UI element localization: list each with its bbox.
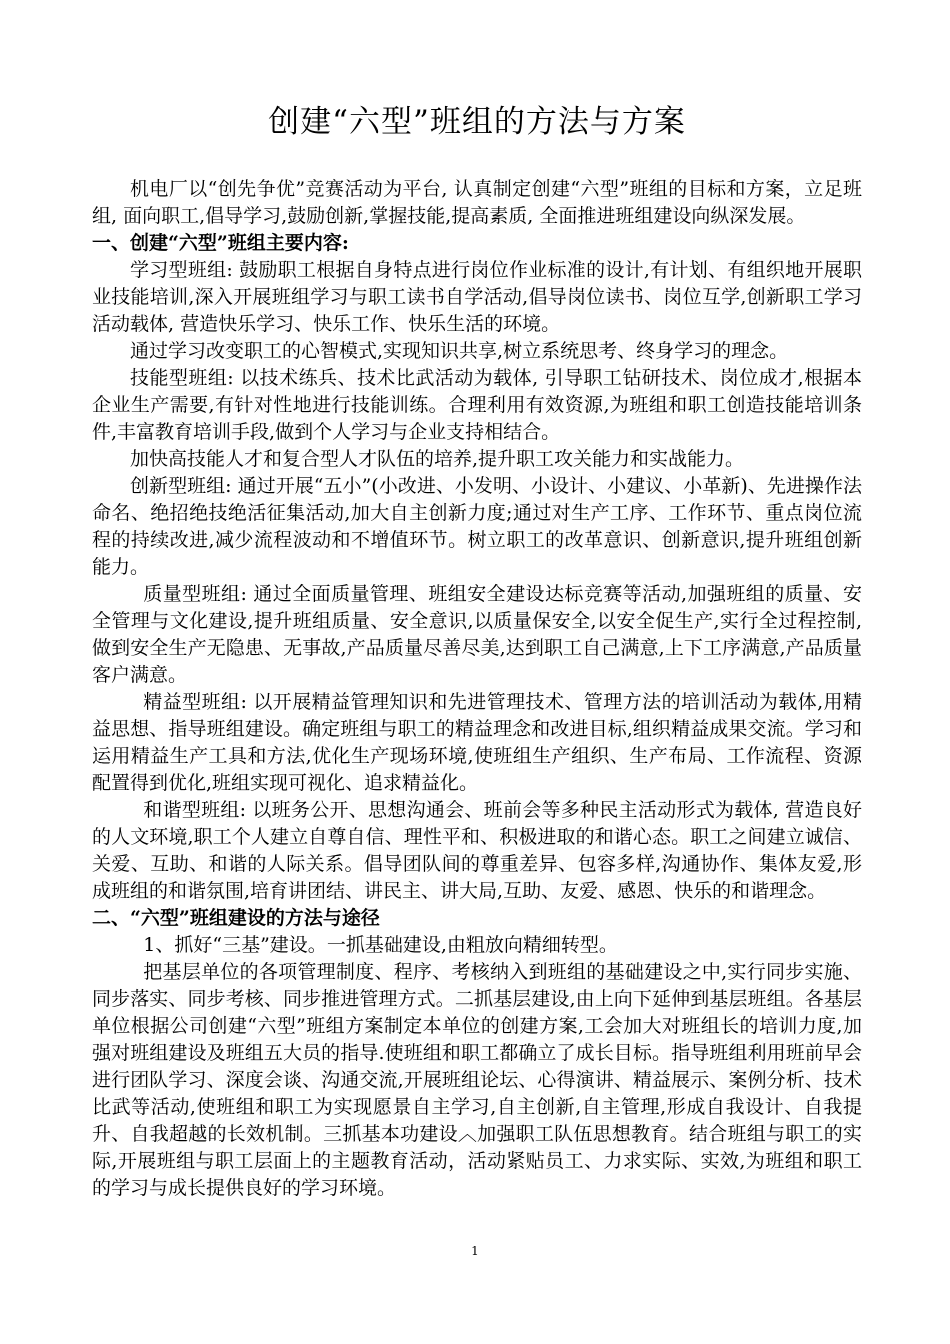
body-paragraph: 把基层单位的各项管理制度、程序、考核纳入到班组的基础建设之中,实行同步实施、同步落实、同步考核、同步推进管理方式。二抓基层建设,由上向下延伸到基层班组。各基层单位根据公司创建“六型”班组方案制定本单位的创建方案,工会加大对班组长的培训力度,加强对班组建设及班组五大员的指导.使班组和职工都确立了成长目标。指导班组利用班前早会进行团队学习、深度会谈、沟通交流,开展班组论坛、心得演讲、精益展示、案例分析、技术比武等活动,使班组和职工为实现愿景自主学习,自主创新,自主管理,形成自我设计、自我提升、自我超越的长效机制。三抓基本功建设︿加强职工队伍思想教育。结合班组与职工的实际,开展班组与职工层面上的主题教育活动，活动紧贴员工、力求实际、实效,为班组和职工的学习与成长提供良好的学习环境。 — [92, 961, 862, 1199]
body-paragraph: 技能型班组: 以技术练兵、技术比武活动为载体, 引导职工钻研技术、岗位成才,根据本企业生产需要,有针对性地进行技能训练。合理利用有效资源,为班组和职工创造技能培训条件,丰富教育培训手段,做到个人学习与企业支持相结合。 — [92, 367, 862, 443]
document-title: 创建“六型”班组的方法与方案 — [268, 104, 686, 140]
document-page — [92, 96, 862, 1202]
page-number: 1 — [471, 1244, 479, 1258]
section-heading: 二、“六型”班组建设的方法与途径 — [92, 907, 380, 929]
body-paragraph: 1、抓好“三基”建设。一抓基础建设,由粗放向精细转型。 — [143, 934, 618, 956]
body-paragraph: 质量型班组: 通过全面质量管理、班组安全建设达标竞赛等活动,加强班组的质量、安全管理与文化建设,提升班组质量、安全意识,以质量保安全,以安全促生产,实行全过程控制,做到安全生产无隐患、无事故,产品质量尽善尽美,达到职工自己满意,上下工序满意,产品质量客户满意。 — [92, 583, 862, 686]
body-paragraph: 创新型班组: 通过开展“五小”(小改进、小发明、小设计、小建议、小革新)、先进操作法命名、绝招绝技绝活征集活动,加大自主创新力度;通过对生产工序、工作环节、重点岗位流程的持续改进,减少流程波动和不增值环节。树立职工的改革意识、创新意识,提升班组创新能力。 — [92, 475, 862, 578]
body-paragraph: 机电厂以“创先争优”竞赛活动为平台, 认真制定创建“六型”班组的目标和方案，立足班组, 面向职工,倡导学习,鼓励创新,掌握技能,提高素质, 全面推进班组建设向纵深发展。 — [92, 178, 862, 227]
document-body — [92, 176, 862, 1202]
body-paragraph: 和谐型班组: 以班务公开、思想沟通会、班前会等多种民主活动形式为载体, 营造良好的人文环境,职工个人建立自尊自信、理性平和、积极进取的和谐心态。职工之间建立诚信、关爱、互助、和谐的人际关系。倡导团队间的尊重差异、包容多样,沟通协作、集体友爱,形成班组的和谐氛围,培育讲团结、讲民主、讲大局,互助、友爱、感恩、快乐的和谐理念。 — [92, 799, 862, 902]
body-paragraph: 学习型班组: 鼓励职工根据自身特点进行岗位作业标准的设计,有计划、有组织地开展职业技能培训,深入开展班组学习与职工读书自学活动,倡导岗位读书、岗位互学,创新职工学习活动载体, 营造快乐学习、快乐工作、快乐生活的环境。 — [92, 259, 862, 335]
section-heading: 一、创建“六型”班组主要内容: — [92, 232, 349, 254]
body-paragraph: 加快高技能人才和复合型人才队伍的培养,提升职工攻关能力和实战能力。 — [130, 448, 745, 470]
body-paragraph: 精益型班组: 以开展精益管理知识和先进管理技术、管理方法的培训活动为载体,用精益思想、指导班组建设。确定班组与职工的精益理念和改进目标,组织精益成果交流。学习和运用精益生产工具和方法,优化生产现场环境,使班组生产组织、生产布局、工作流程、资源配置得到优化,班组实现可视化、追求精益化。 — [92, 691, 862, 794]
body-paragraph: 通过学习改变职工的心智模式,实现知识共享,树立系统思考、终身学习的理念。 — [130, 340, 789, 362]
